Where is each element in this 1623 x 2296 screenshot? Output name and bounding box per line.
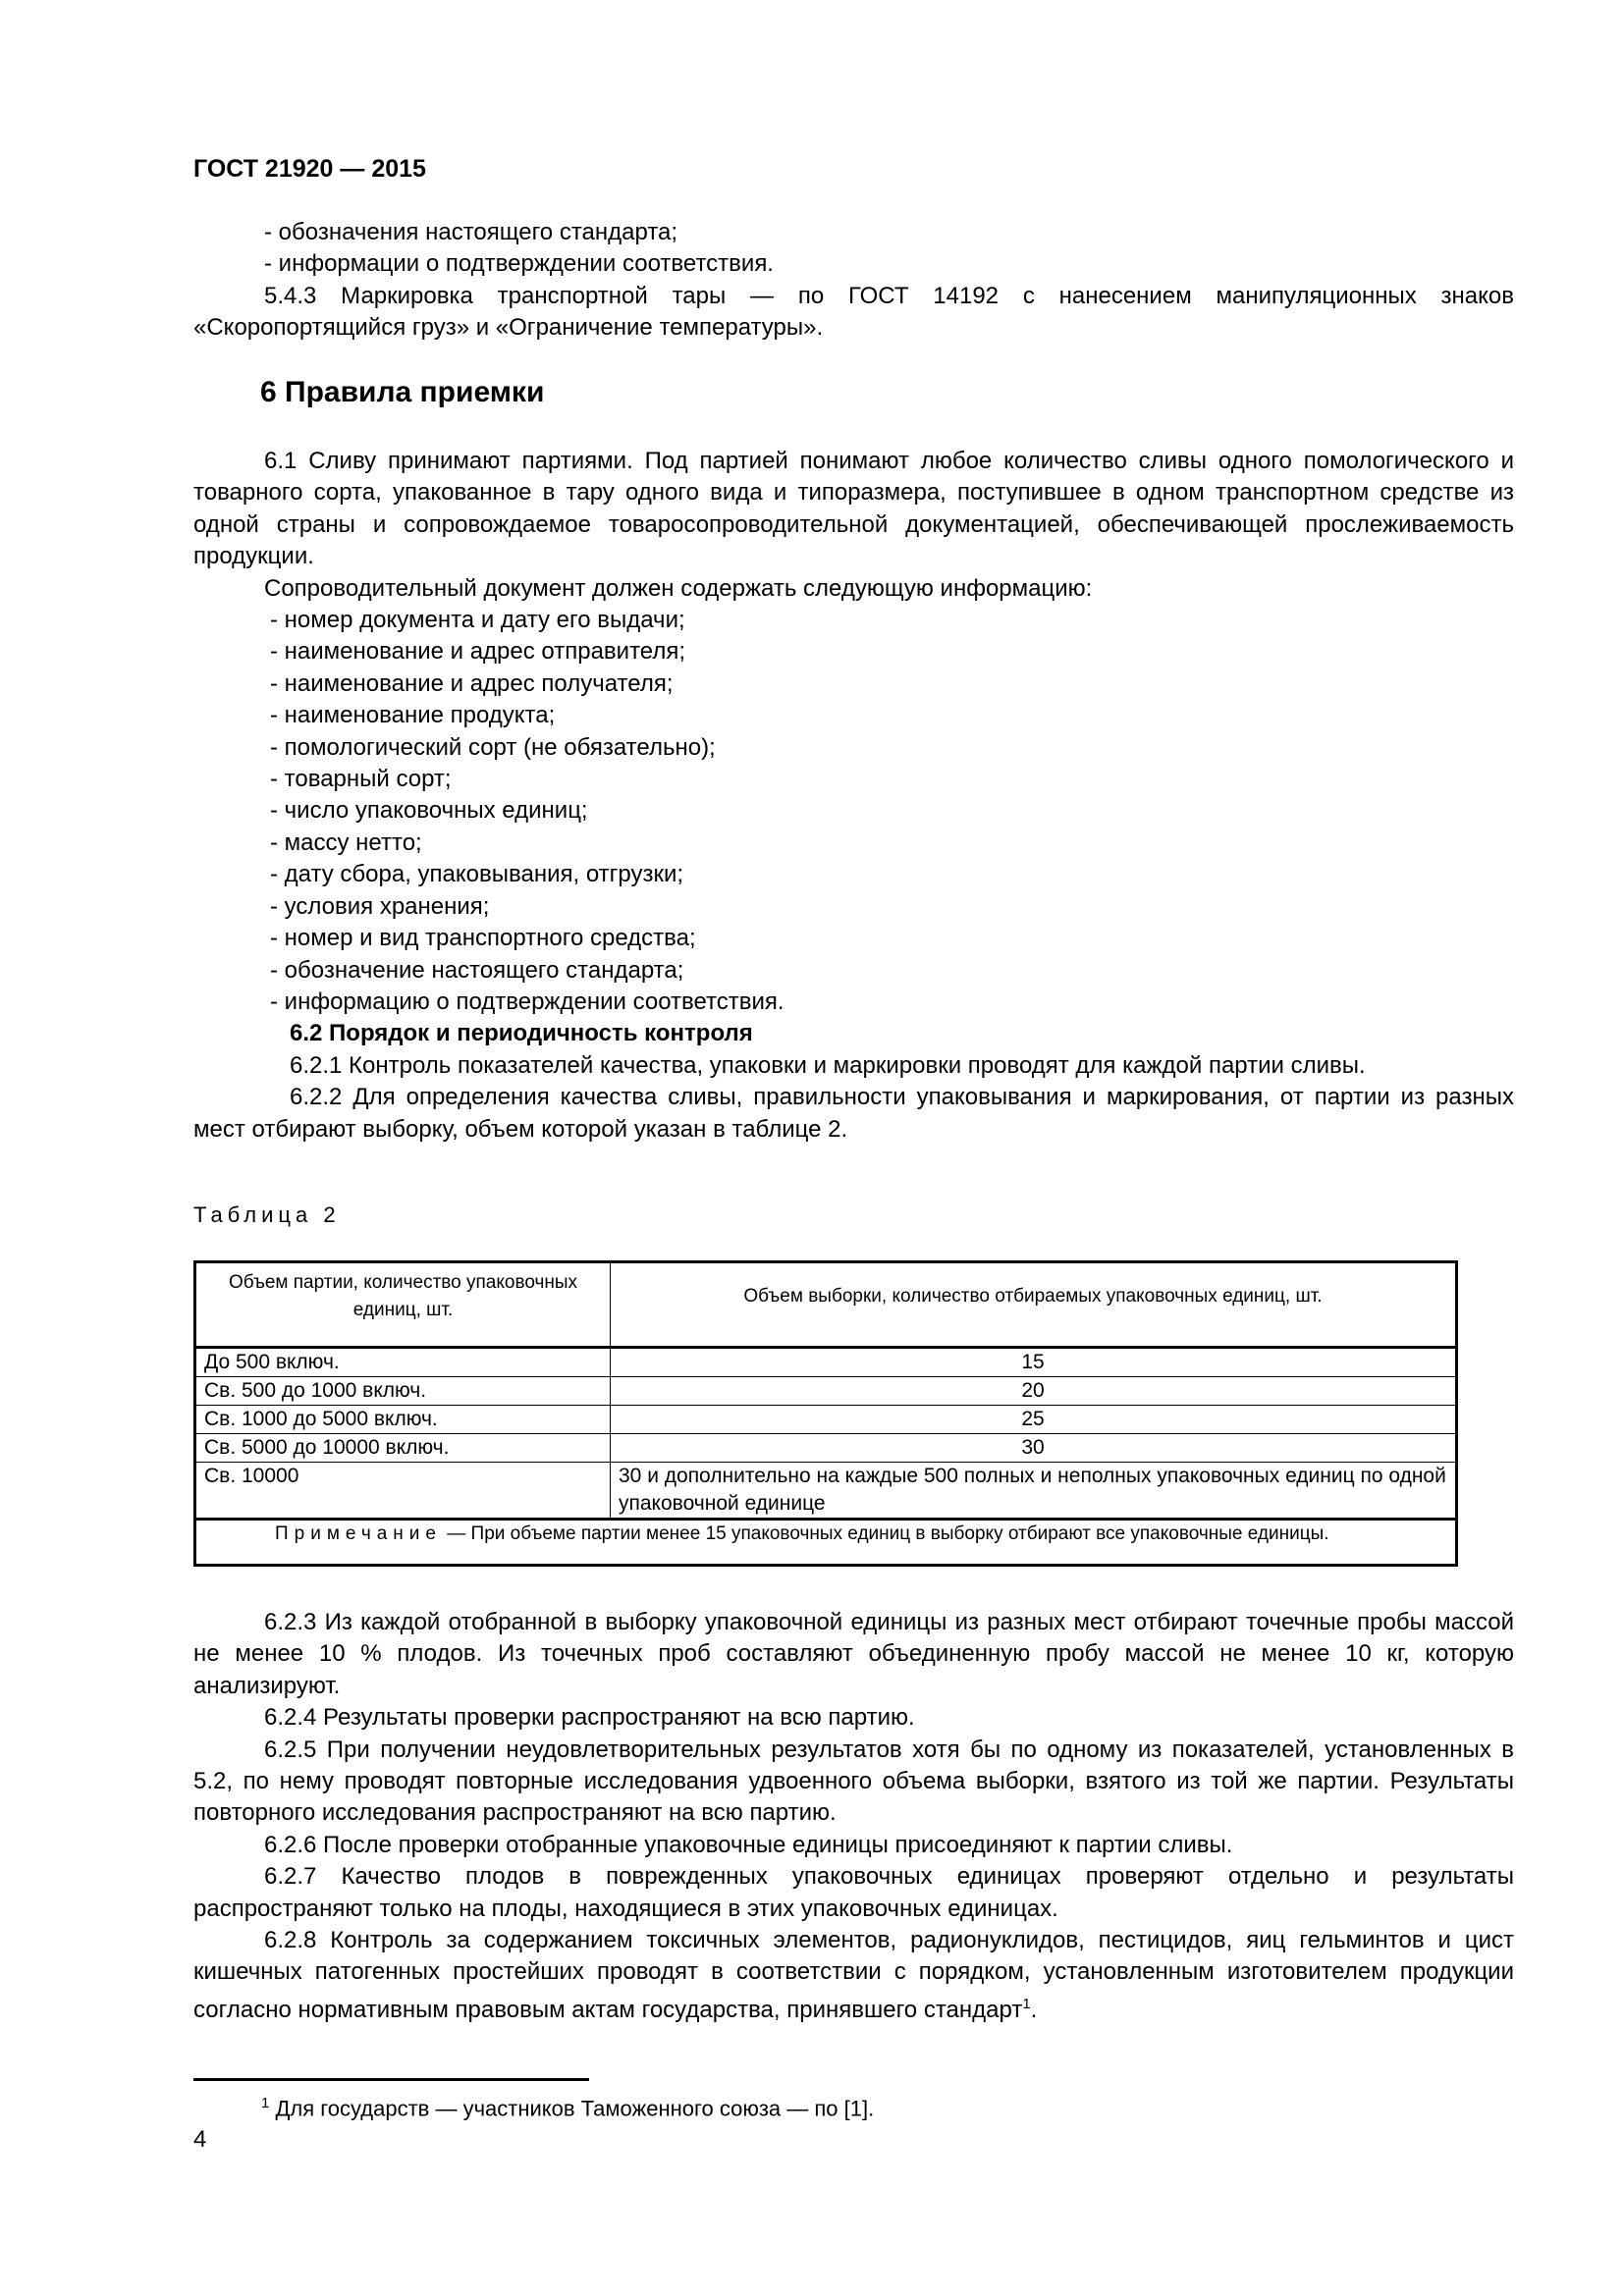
table-cell: До 500 включ. — [195, 1348, 611, 1377]
list-item: - информацию о подтверждении соответствия. — [270, 988, 784, 1015]
paragraph-6-2-6: 6.2.6 После проверки отобранные упаковочные единицы присоединяют к партии сливы. — [264, 1831, 1233, 1858]
paragraph-6-2-5: 6.2.5 При получении неудовлетворительных результатов хотя бы по одному из показателей, установленных в 5.2, по нему проводят повторные исследования удвоенного объема выборки, взятого из той же партии. Результаты повторного исследования распространяют на всю партию. — [193, 1735, 1514, 1827]
paragraph-text: 6.2.8 Контроль за содержанием токсичных элементов, радионуклидов, пестицидов, яиц гельминтов и цист кишечных патогенных простейших проводят в соответствии с порядком, установленным изготовителем продукции согласно нормативным правовым актам государства, принявшего стандарт — [193, 1927, 1514, 2023]
table-cell: 25 — [611, 1406, 1457, 1434]
paragraph-6-1: 6.1 Сливу принимают партиями. Под партией понимают любое количество сливы одного помологического и товарного сорта, упакованное в тару одного вида и типоразмера, поступившее в одном транспортном средстве из одной страны и сопровождаемое товаросопроводительной документацией, обеспечивающей прослеживаемость продукции. — [193, 448, 1514, 570]
table-cell: 30 — [611, 1434, 1457, 1463]
table-cell: Св. 500 до 1000 включ. — [195, 1377, 611, 1406]
list-item: - номер документа и дату его выдачи; — [270, 607, 685, 634]
list-item: - помологический сорт (не обязательно); — [270, 733, 716, 761]
note-text: — При объеме партии менее 15 упаковочных единиц в выборку отбирают все упаковочные единицы. — [441, 1523, 1329, 1544]
list-item: - информации о подтверждении соответствия. — [264, 250, 774, 278]
page-number: 4 — [193, 2126, 207, 2153]
paragraph-6-2-1: 6.2.1 Контроль показателей качества, упаковки и маркировки проводят для каждой партии сливы. — [290, 1051, 1366, 1079]
paragraph-6-2-8: 6.2.8 Контроль за содержанием токсичных элементов, радионуклидов, пестицидов, яиц гельминтов и цист кишечных патогенных простейших проводят в соответствии с порядком, установленным изготовителем продукции согласно нормативным правовым актам государства, принявшего стандарт$^1$. — [193, 1927, 1514, 2023]
paragraph-6-2-4: 6.2.4 Результаты проверки распространяют на всю партию. — [264, 1704, 915, 1732]
list-item: - товарный сорт; — [270, 766, 452, 793]
list-item: - условия хранения; — [270, 892, 490, 920]
footnote-ref[interactable]: 1 — [1022, 1995, 1031, 2012]
list-item: - наименование и адрес отправителя; — [270, 638, 686, 666]
table-cell: 20 — [611, 1377, 1457, 1406]
list-item: - число упаковочных единиц; — [270, 797, 588, 825]
column-header: Объем выборки, количество отбираемых упаковочных единиц, шт. — [611, 1262, 1457, 1348]
sample-size-table — [193, 1260, 1458, 1567]
section-6-body — [193, 446, 1514, 1146]
section-6-2-body — [193, 1607, 1514, 2026]
table-row — [195, 1463, 1457, 1520]
paragraph-6-2-3: 6.2.3 Из каждой отобранной в выборку упаковочной единицы из разных мест отбирают точечные пробы массой не менее 10 % плодов. Из точечных проб составляют объединенную пробу массой не менее 10 кг, которую анализируют. — [193, 1609, 1514, 1699]
paragraph-5-4-3: 5.4.3 Маркировка транспортной тары — по ГОСТ 14192 с нанесением манипуляционных знаков «Скоропортящийся груз» и «Ограничение температуры». — [193, 282, 1514, 342]
document-header: ГОСТ 21920 — 2015 — [193, 155, 426, 183]
table-row — [195, 1377, 1457, 1406]
footnote-text: Для государств — участников Таможенного союза — по [1]. — [275, 2096, 875, 2121]
subsection-title: 6.2 Порядок и периодичность контроля — [290, 1020, 753, 1047]
table-header-row — [195, 1262, 1457, 1348]
paragraph-6-2-2: 6.2.2 Для определения качества сливы, правильности упаковывания и маркирования, от партии из разных мест отбирают выборку, объем которой указан в таблице 2. — [193, 1084, 1514, 1143]
paragraph-doc: Сопроводительный документ должен содержать следующую информацию: — [264, 574, 1093, 602]
table-cell: Св. 10000 — [195, 1463, 611, 1520]
note-label: Примечание — [275, 1523, 442, 1544]
footnote — [261, 2095, 874, 2121]
table-row — [195, 1348, 1457, 1377]
list-item: - наименование продукта; — [270, 702, 556, 729]
footnote-mark: 1 — [261, 2095, 270, 2111]
table-cell: 15 — [611, 1348, 1457, 1377]
table-cell: Св. 5000 до 10000 включ. — [195, 1434, 611, 1463]
list-item: - номер и вид транспортного средства; — [270, 925, 696, 952]
table-caption: Таблица 2 — [193, 1202, 341, 1227]
table-cell: 30 и дополнительно на каждые 500 полных и неполных упаковочных единиц по одной упаковочной единице — [611, 1463, 1457, 1520]
table-cell: Св. 1000 до 5000 включ. — [195, 1406, 611, 1434]
table-row — [195, 1406, 1457, 1434]
section-title: 6 Правила приемки — [260, 376, 545, 408]
table-note — [195, 1520, 1457, 1566]
footnote-divider — [193, 2078, 589, 2081]
list-item: - массу нетто; — [270, 828, 422, 856]
paragraph-6-2-7: 6.2.7 Качество плодов в поврежденных упаковочных единицах проверяют отдельно и результаты распространяют только на плоды, находящиеся в этих упаковочных единицах. — [193, 1863, 1514, 1922]
column-header: Объем партии, количество упаковочных единиц, шт. — [195, 1262, 611, 1348]
list-item: - дату сбора, упаковывания, отгрузки; — [270, 861, 684, 888]
list-item: - обозначения настоящего стандарта; — [264, 219, 678, 245]
intro-block — [193, 217, 1514, 345]
table-row — [195, 1434, 1457, 1463]
table-note-row — [195, 1520, 1457, 1566]
list-item: - обозначение настоящего стандарта; — [270, 956, 684, 984]
list-item: - наименование и адрес получателя; — [270, 669, 674, 697]
